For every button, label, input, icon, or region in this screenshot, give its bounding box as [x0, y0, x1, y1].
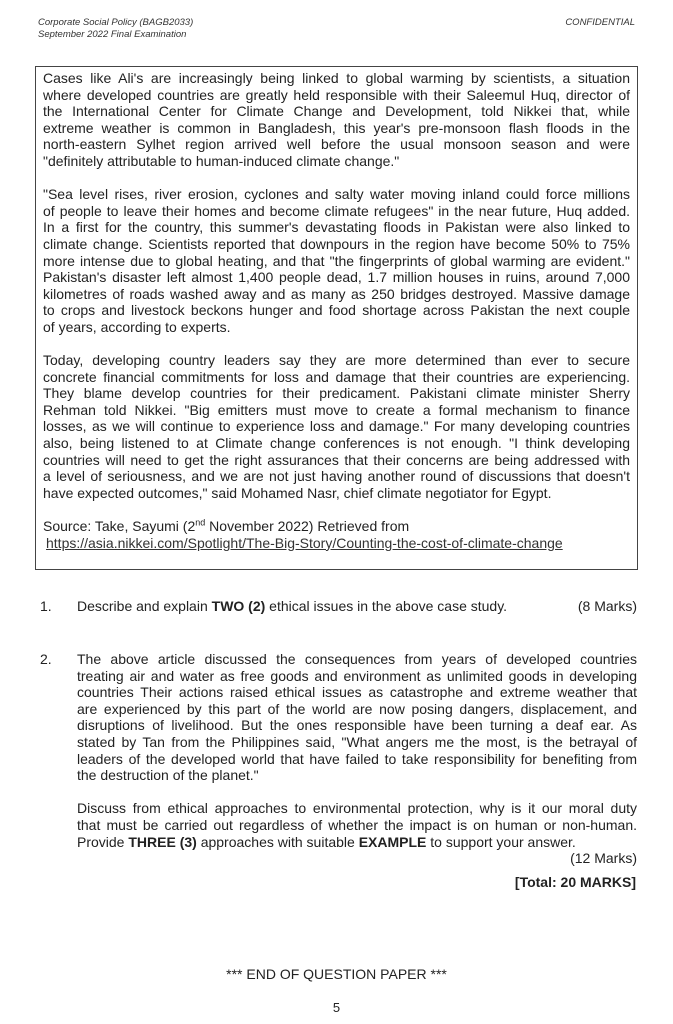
text-line: also, being listened to at Climate change conferences is not enough. "I think developing	[43, 435, 630, 452]
source-suffix: November 2022) Retrieved from	[205, 518, 410, 535]
text-line: concrete financial commitments for loss and damage that their countries are experiencing.	[43, 368, 630, 385]
text-line: losses, as we will continue to experience loss and damage." For many developing countries	[43, 418, 630, 435]
source-citation	[43, 518, 630, 535]
text-line: Cases like Ali's are increasingly being linked to global warming by scientists, a situation	[43, 70, 630, 86]
exam-title: September 2022 Final Examination	[38, 29, 187, 40]
text-line: of years, according to experts.	[43, 318, 231, 335]
text-line: the International Center for Climate Change and Development, told Nikkei that, while	[43, 103, 630, 120]
text-line: north-eastern Sylhet region arrived well before the usual monsoon season and were	[43, 136, 630, 153]
text-line: kilometres of roads washed away and as many as 250 bridges destroyed. Massive damage	[43, 285, 630, 302]
question-number: 1.	[40, 598, 52, 614]
text-line: disruptions of livelihood. But the ones responsible have been turning a deaf ear. As	[77, 717, 637, 734]
text-line: "definitely attributable to human-induced climate change."	[43, 152, 400, 169]
q2-paragraph	[77, 651, 637, 784]
text-line: of people to leave their homes and become climate refugees" in the near future, Huq added.	[43, 202, 630, 219]
text-line: are experienced by this part of the world are now posing dangers, displacement, and	[77, 700, 637, 717]
text-line: The above article discussed the consequences from years of developed countries	[77, 651, 637, 667]
text-line: the destruction of the planet."	[77, 767, 259, 784]
case-paragraph	[43, 186, 630, 335]
q2-bold: EXAMPLE	[358, 833, 427, 850]
source-link[interactable]: https://asia.nikkei.com/Spotlight/The-Big-Story/Counting-the-cost-of-climate-change	[46, 534, 563, 551]
end-of-paper: *** END OF QUESTION PAPER ***	[226, 966, 447, 982]
classification-label: CONFIDENTIAL	[565, 17, 635, 28]
text-line: stated by Tan from the Philippines said, "What angers me the most, is the betrayal of	[77, 733, 637, 750]
q2-line: that must be carried out regardless of whether the impact is on human or non-human.	[77, 816, 637, 833]
text-line: Pakistan's disaster left almost 1,400 people dead, 1.7 million houses in ruins, around 7,000	[43, 269, 630, 286]
question-marks: (12 Marks)	[570, 850, 637, 867]
course-header	[38, 17, 193, 41]
q2-bold: THREE (3)	[128, 833, 197, 850]
source-sup: nd	[195, 517, 206, 528]
text-line: "Sea level rises, river erosion, cyclones and salty water moving inland could force millions	[43, 186, 630, 203]
text-line: where developed countries are greatly held responsible with their Saleemul Huq, director of	[43, 86, 630, 103]
text-line: to crops and livestock beckons hunger and food shortage across Pakistan the next couple	[43, 302, 630, 319]
q2-instruction	[77, 834, 637, 851]
text-line: leaders of the developed world that have failed to take responsibility for benefiting from	[77, 750, 637, 767]
page-number: 5	[332, 1000, 341, 1015]
q1-bold: TWO (2)	[211, 598, 266, 614]
text-line: climate change. Scientists reported that downpours in the region have become 50% to 75%	[43, 235, 630, 252]
text-line: countries will need to get the right assurances that their concerns are being addressed with	[43, 451, 630, 468]
q1-text-end: ethical issues in the above case study.	[265, 598, 508, 614]
question-number: 2.	[40, 651, 52, 667]
question-text	[77, 598, 637, 615]
text-line: countries Their actions raised ethical issues as catastrophe and extreme weather that	[77, 684, 637, 701]
question-text	[77, 651, 637, 867]
question-marks: (8 Marks)	[577, 598, 637, 614]
text-line: They blame develop countries for their predicament. Pakistani climate minister Sherry	[43, 385, 630, 402]
case-study-box	[35, 66, 638, 570]
total-marks: [Total: 20 MARKS]	[514, 874, 636, 890]
text-line: more intense due to global heating, and that "the fingerprints of global warming are evident."	[43, 252, 630, 269]
text-line: In a first for the country, this summer's devastating floods in Pakistan were also linked to	[43, 219, 630, 236]
text-line: Rehman told Nikkei. "Big emitters must move to create a formal mechanism to finance	[43, 401, 630, 418]
source-prefix: Source: Take, Sayumi (2	[43, 518, 196, 535]
q2-text: approaches with suitable	[196, 833, 359, 850]
q1-text: Describe and explain	[77, 598, 212, 614]
q2-text: to support your answer.	[426, 833, 576, 850]
q2-text: Provide	[77, 833, 129, 850]
case-paragraph	[43, 70, 630, 170]
text-line: treating air and water as free goods and environment as unlimited goods in developing	[77, 667, 637, 684]
text-line: have expected outcomes," said Mohamed Nasr, chief climate negotiator for Egypt.	[43, 484, 552, 501]
question-1	[40, 598, 637, 615]
text-line: extreme weather is common in Bangladesh, this year's pre-monsoon flash floods in the	[43, 119, 630, 136]
text-line: a level of seriousness, and we are not just having another round of discussions that doesn't	[43, 468, 630, 485]
course-title: Corporate Social Policy (BAGB2033)	[38, 17, 194, 28]
question-2	[40, 651, 637, 867]
case-paragraph	[43, 352, 630, 501]
q2-line: Discuss from ethical approaches to environmental protection, why is it our moral duty	[77, 800, 637, 817]
text-line: Today, developing country leaders say they are more determined than ever to secure	[43, 352, 630, 369]
